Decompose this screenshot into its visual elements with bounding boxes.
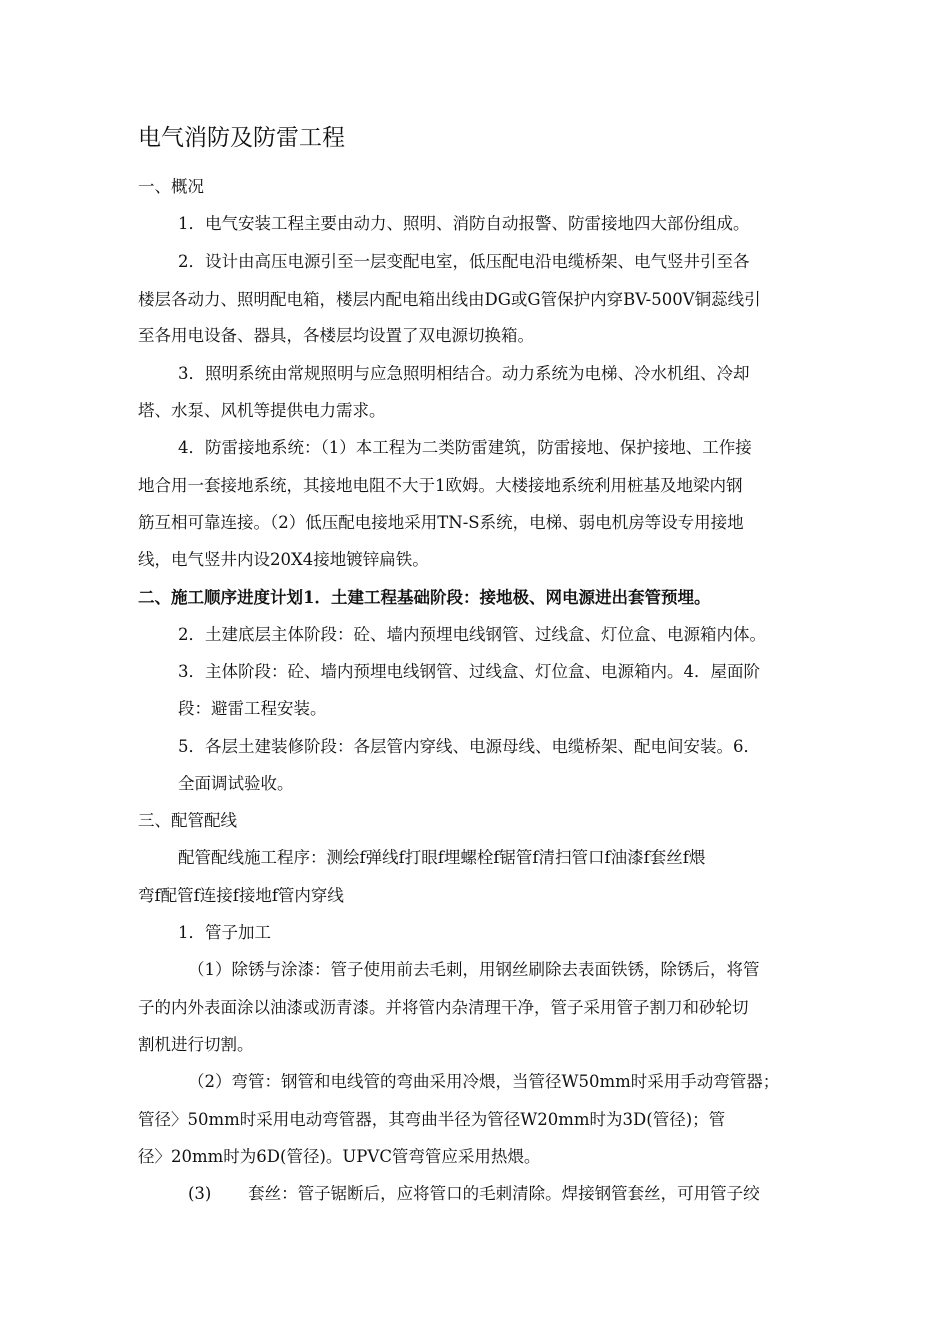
paragraph-line: 管径〉50mm时采用电动弯管器，其弯曲半径为管径W20mm时为3D(管径)；管 [138, 1110, 726, 1129]
subsection-heading: 1．管子加工 [178, 923, 271, 942]
paragraph-line: （2）弯管：钢管和电线管的弯曲采用冷煨，当管径W50mm时采用手动弯管器； [188, 1072, 780, 1091]
paragraph-line: 楼层各动力、照明配电箱，楼层内配电箱出线由DG或G管保护内穿BV-500V铜蕊线引 [138, 290, 761, 309]
paragraph-line: 径〉20mm时为6D(管径)。UPVC管弯管应采用热煨。 [138, 1147, 541, 1166]
document-title: 电气消防及防雷工程 [138, 125, 345, 151]
paragraph-line: 至各用电设备、器具，各楼层均设置了双电源切换箱。 [138, 326, 534, 345]
paragraph-line: 割机进行切割。 [138, 1035, 254, 1054]
paragraph-line: 全面调试验收。 [178, 774, 294, 793]
section-heading-schedule: 二、施工顺序进度计划1．土建工程基础阶段：接地极、网电源进出套管预埋。 [138, 588, 711, 607]
paragraph-line: 配管配线施工程序：测绘f弹线f打眼f埋螺栓f锯管f清扫管口f油漆f套丝f煨 [178, 848, 706, 867]
paragraph-line: （1）除锈与涂漆：管子使用前去毛刺，用钢丝刷除去表面铁锈，除锈后，将管 [188, 960, 760, 979]
paragraph-line: 线，电气竖井内设20X4接地镀锌扁铁。 [138, 550, 429, 569]
paragraph-line: 1．电气安装工程主要由动力、照明、消防自动报警、防雷接地四大部份组成。 [178, 214, 750, 233]
paragraph-line: (3) 套丝：管子锯断后，应将管口的毛刺清除。焊接钢管套丝，可用管子绞 [188, 1184, 760, 1203]
paragraph-line: 段：避雷工程安装。 [178, 699, 327, 718]
paragraph-line: 4．防雷接地系统：（1）本工程为二类防雷建筑，防雷接地、保护接地、工作接 [178, 438, 752, 457]
paragraph-line: 子的内外表面涂以油漆或沥青漆。并将管内杂清理干净，管子采用管子割刀和砂轮切 [138, 998, 749, 1017]
section-heading-wiring: 三、配管配线 [138, 811, 237, 830]
paragraph-line: 5．各层土建装修阶段：各层管内穿线、电源母线、电缆桥架、配电间安装。6． [178, 737, 760, 756]
paragraph-line: 2．土建底层主体阶段：砼、墙内预埋电线钢管、过线盒、灯位盒、电源箱内体。 [178, 625, 766, 644]
paragraph-line: 3．主体阶段：砼、墙内预埋电线钢管、过线盒、灯位盒、电源箱内。4．屋面阶 [178, 662, 760, 681]
paragraph-line: 塔、水泵、风机等提供电力需求。 [138, 401, 386, 420]
paragraph-line: 3．照明系统由常规照明与应急照明相结合。动力系统为电梯、冷水机组、冷却 [178, 364, 750, 383]
section-heading-overview: 一、概况 [138, 177, 204, 196]
paragraph-line: 弯f配管f连接f接地f管内穿线 [138, 886, 344, 905]
paragraph-line: 筋互相可靠连接。（2）低压配电接地采用TN-S系统，电梯、弱电机房等设专用接地 [138, 513, 744, 532]
paragraph-line: 2．设计由高压电源引至一层变配电室，低压配电沿电缆桥架、电气竖井引至各 [178, 252, 750, 271]
paragraph-line: 地合用一套接地系统，其接地电阻不大于1欧姆。大楼接地系统利用桩基及地梁内钢 [138, 476, 743, 495]
